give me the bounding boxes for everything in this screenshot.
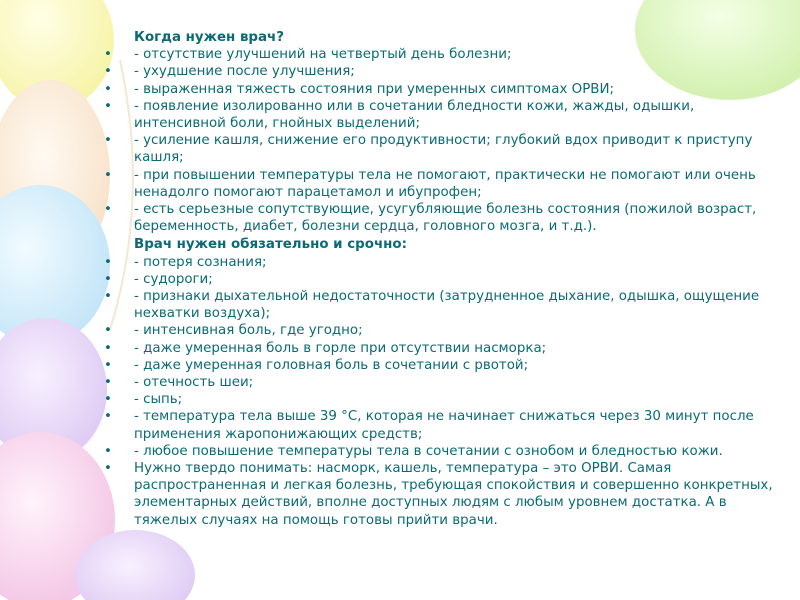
list-item: • - даже умеренная головная боль в сочетании с рвотой;: [104, 357, 774, 374]
list-item: • - потеря сознания;: [104, 254, 774, 271]
list-item: • - судороги;: [104, 271, 774, 288]
list-item: • - интенсивная боль, где угодно;: [104, 322, 774, 339]
list-item: • - ухудшение после улучшения;: [104, 63, 774, 80]
list-item: • - отсутствие улучшений на четвертый день болезни;: [104, 46, 774, 63]
list-item-conclusion: • Нужно твердо понимать: насморк, кашель, температура – это ОРВИ. Самая распространенная и легкая болезнь, требующая спокойствия и совершенно конкретных, элементарных действий, вполне доступных людям с любым уровнем достатка. А в тяжелых случаях на помощь готовы прийти врачи.: [104, 460, 774, 529]
list-item: • - выраженная тяжесть состояния при умеренных симптомах ОРВИ;: [104, 81, 774, 98]
list-item: • - усиление кашля, снижение его продуктивности; глубокий вдох приводит к приступу кашля;: [104, 132, 774, 166]
list-item: • - появление изолированно или в сочетании бледности кожи, жажды, одышки, интенсивной боли, гнойных выделений;: [104, 98, 774, 132]
list-item: • - даже умеренная боль в горле при отсутствии насморка;: [104, 340, 774, 357]
list-item: • - при повышении температуры тела не помогают, практически не помогают или очень ненадолго помогают парацетамол и ибупрофен;: [104, 167, 774, 201]
slide-text: [104, 28, 774, 529]
list-item: • - температура тела выше 39 °С, которая не начинает снижаться через 30 минут после применения жаропонижающих средств;: [104, 408, 774, 442]
list-item: • - есть серьезные сопутствующие, усугубляющие болезнь состояния (пожилой возраст, беременность, диабет, болезни сердца, головного мозга, и т.д.).: [104, 201, 774, 235]
list-item: • - любое повышение температуры тела в сочетании с ознобом и бледностью кожи.: [104, 443, 774, 460]
list-item: • - отечность шеи;: [104, 374, 774, 391]
heading-when-doctor-needed: Когда нужен врач?: [134, 30, 285, 45]
list-item: • - сыпь;: [104, 391, 774, 408]
heading-urgent-doctor: Врач нужен обязательно и срочно:: [134, 237, 407, 253]
list-item: • - признаки дыхательной недостаточности (затрудненное дыхание, одышка, ощущение нехватки воздуха);: [104, 288, 774, 322]
